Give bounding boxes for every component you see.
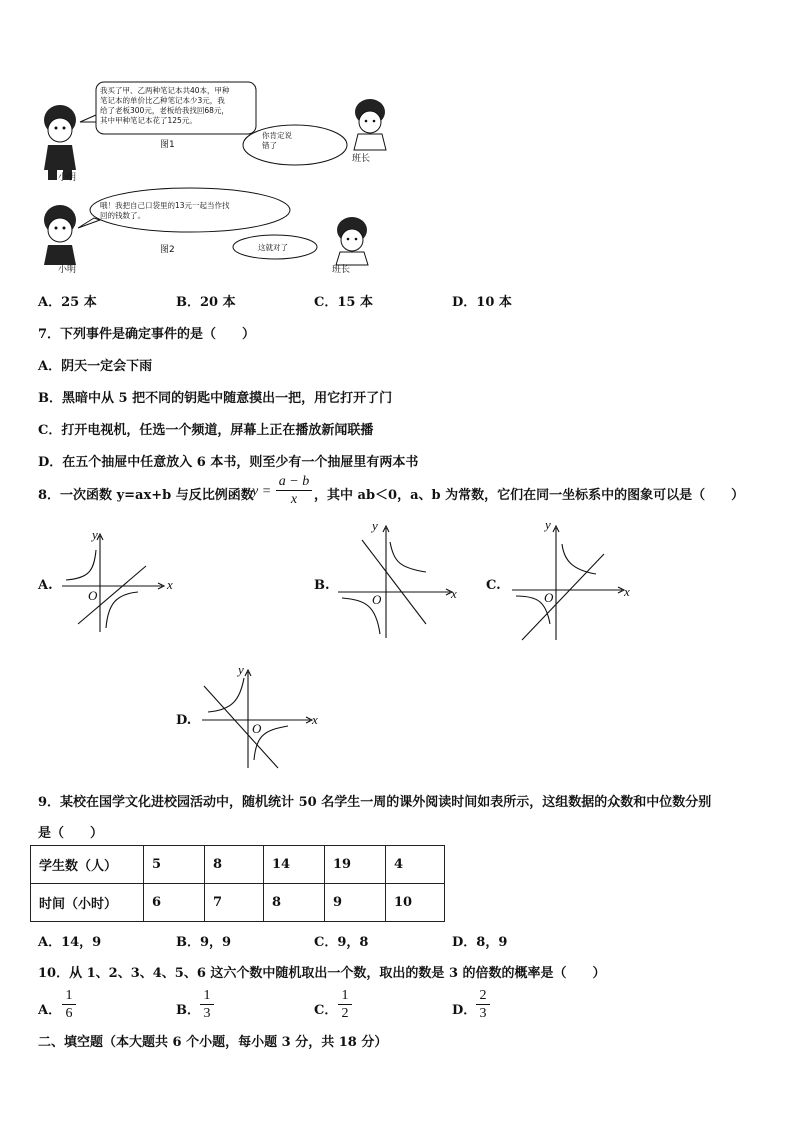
table-cell: 7 (205, 884, 264, 922)
fig2-right-name: 班长 (332, 265, 351, 275)
q10-label-b[interactable]: B． (176, 1003, 200, 1018)
q10-label-c[interactable]: C． (314, 1003, 338, 1018)
q8-label-d[interactable]: D. (176, 713, 192, 728)
q8-c-x-label: x (624, 584, 630, 599)
table-cell: 9 (325, 884, 386, 922)
table-cell: 19 (325, 846, 386, 884)
q8-stem-post: ，其中 ab＜0，a、b 为常数，它们在同一坐标系中的图象可以是（ ） (314, 488, 745, 503)
q6-option-d[interactable]: D．10 本 (452, 295, 512, 310)
q9-option-c[interactable]: C．9，8 (314, 935, 369, 950)
reading-time-table (30, 845, 445, 922)
q10-fraction-a[interactable]: 1 6 (62, 988, 76, 1021)
q7-option-d[interactable]: D．在五个抽屉中任意放入 6 本书，则至少有一个抽屉里有两本书 (38, 455, 419, 470)
table-cell: 10 (386, 884, 445, 922)
fig1-caption: 图1 (160, 140, 175, 150)
q8-graph-a[interactable] (58, 528, 178, 638)
banzhang-figure-2 (336, 217, 368, 265)
q8-d-origin: O (252, 721, 262, 736)
q6-option-a[interactable]: A．25 本 (38, 295, 97, 310)
fig1-reply-text: 你肯定说 错了 (262, 131, 292, 150)
q7-option-a[interactable]: A．阴天一定会下雨 (38, 359, 153, 374)
q9-option-a[interactable]: A．14，9 (38, 935, 102, 950)
q7-option-c[interactable]: C．打开电视机，任选一个频道，屏幕上正在播放新闻联播 (38, 423, 374, 438)
q8-formula-fraction: a − b x (276, 474, 312, 507)
fig1-left-name: 小明 (58, 173, 77, 183)
q8-c-y-label: y (545, 517, 551, 532)
q8-d-y-label: y (238, 662, 244, 677)
q8-stem-pre: 8．一次函数 y=ax+b 与反比例函数 (38, 488, 254, 503)
banzhang-figure-1 (354, 99, 386, 150)
table-cell: 时间（小时） (31, 884, 144, 922)
q9-option-d[interactable]: D．8，9 (452, 935, 508, 950)
fig1-right-name: 班长 (352, 154, 371, 164)
q8-label-b[interactable]: B. (314, 578, 330, 593)
xiaoming-figure-1 (44, 105, 76, 180)
table-cell: 14 (264, 846, 325, 884)
q8-c-origin: O (544, 590, 554, 605)
q7-stem: 7．下列事件是确定事件的是（ ） (38, 327, 256, 342)
q8-graph-b[interactable] (334, 522, 458, 640)
q8-a-y-label: y (92, 527, 98, 542)
q10-fraction-c[interactable]: 1 2 (338, 988, 352, 1021)
fig2-reply-text: 这就对了 (258, 243, 288, 252)
table-cell: 6 (144, 884, 205, 922)
fig2-caption: 图2 (160, 245, 175, 255)
q8-a-x-label: x (167, 577, 173, 592)
q9-option-b[interactable]: B．9，9 (176, 935, 232, 950)
q8-a-origin: O (88, 588, 98, 603)
section-2-heading: 二、填空题（本大题共 6 个小题，每小题 3 分，共 18 分） (38, 1035, 388, 1050)
q6-option-c[interactable]: C．15 本 (314, 295, 373, 310)
fig1-bubble-text: 我买了甲、乙两种笔记本共40本，甲种 笔记本的单价比乙种笔记本少3元，我 给了老板300元，老板给我找回68元， 其中甲种笔记本花了125元。 (100, 86, 230, 125)
q8-d-x-label: x (312, 712, 318, 727)
xiaoming-figure-2 (44, 205, 76, 265)
q8-label-a[interactable]: A. (38, 578, 53, 593)
fig2-left-name: 小明 (58, 265, 77, 275)
q10-stem: 10．从 1、2、3、4、5、6 这六个数中随机取出一个数，取出的数是 3 的倍数的概率是（ ） (38, 966, 606, 981)
q9-stem-line2: 是（ ） (38, 826, 104, 841)
table-cell: 学生数（人） (31, 846, 144, 884)
q9-stem-line1: 9．某校在国学文化进校园活动中，随机统计 50 名学生一周的课外阅读时间如表所示，这组数据的众数和中位数分别 (38, 795, 712, 810)
q8-formula-lhs: y = (252, 484, 272, 499)
q10-fraction-b[interactable]: 1 3 (200, 988, 214, 1021)
q8-b-x-label: x (451, 586, 457, 601)
table-cell: 8 (264, 884, 325, 922)
q8-b-y-label: y (372, 518, 378, 533)
table-row (31, 846, 445, 884)
q8-label-c[interactable]: C. (486, 578, 501, 593)
table-cell: 4 (386, 846, 445, 884)
q8-graph-c[interactable] (508, 520, 628, 642)
q10-label-d[interactable]: D． (452, 1003, 477, 1018)
q8-b-origin: O (372, 592, 382, 607)
q7-option-b[interactable]: B．黑暗中从 5 把不同的钥匙中随意摸出一把，用它打开了门 (38, 391, 393, 406)
q6-option-b[interactable]: B．20 本 (176, 295, 236, 310)
thought-bubble-1 (243, 125, 347, 165)
table-row (31, 884, 445, 922)
table-cell: 8 (205, 846, 264, 884)
q10-label-a[interactable]: A． (38, 1003, 62, 1018)
table-cell: 5 (144, 846, 205, 884)
q10-fraction-d[interactable]: 2 3 (476, 988, 490, 1021)
fig2-bubble-text: 哦！我把自己口袋里的13元一起当作找 回的钱数了。 (100, 201, 230, 220)
q8-graph-d[interactable] (198, 664, 320, 774)
